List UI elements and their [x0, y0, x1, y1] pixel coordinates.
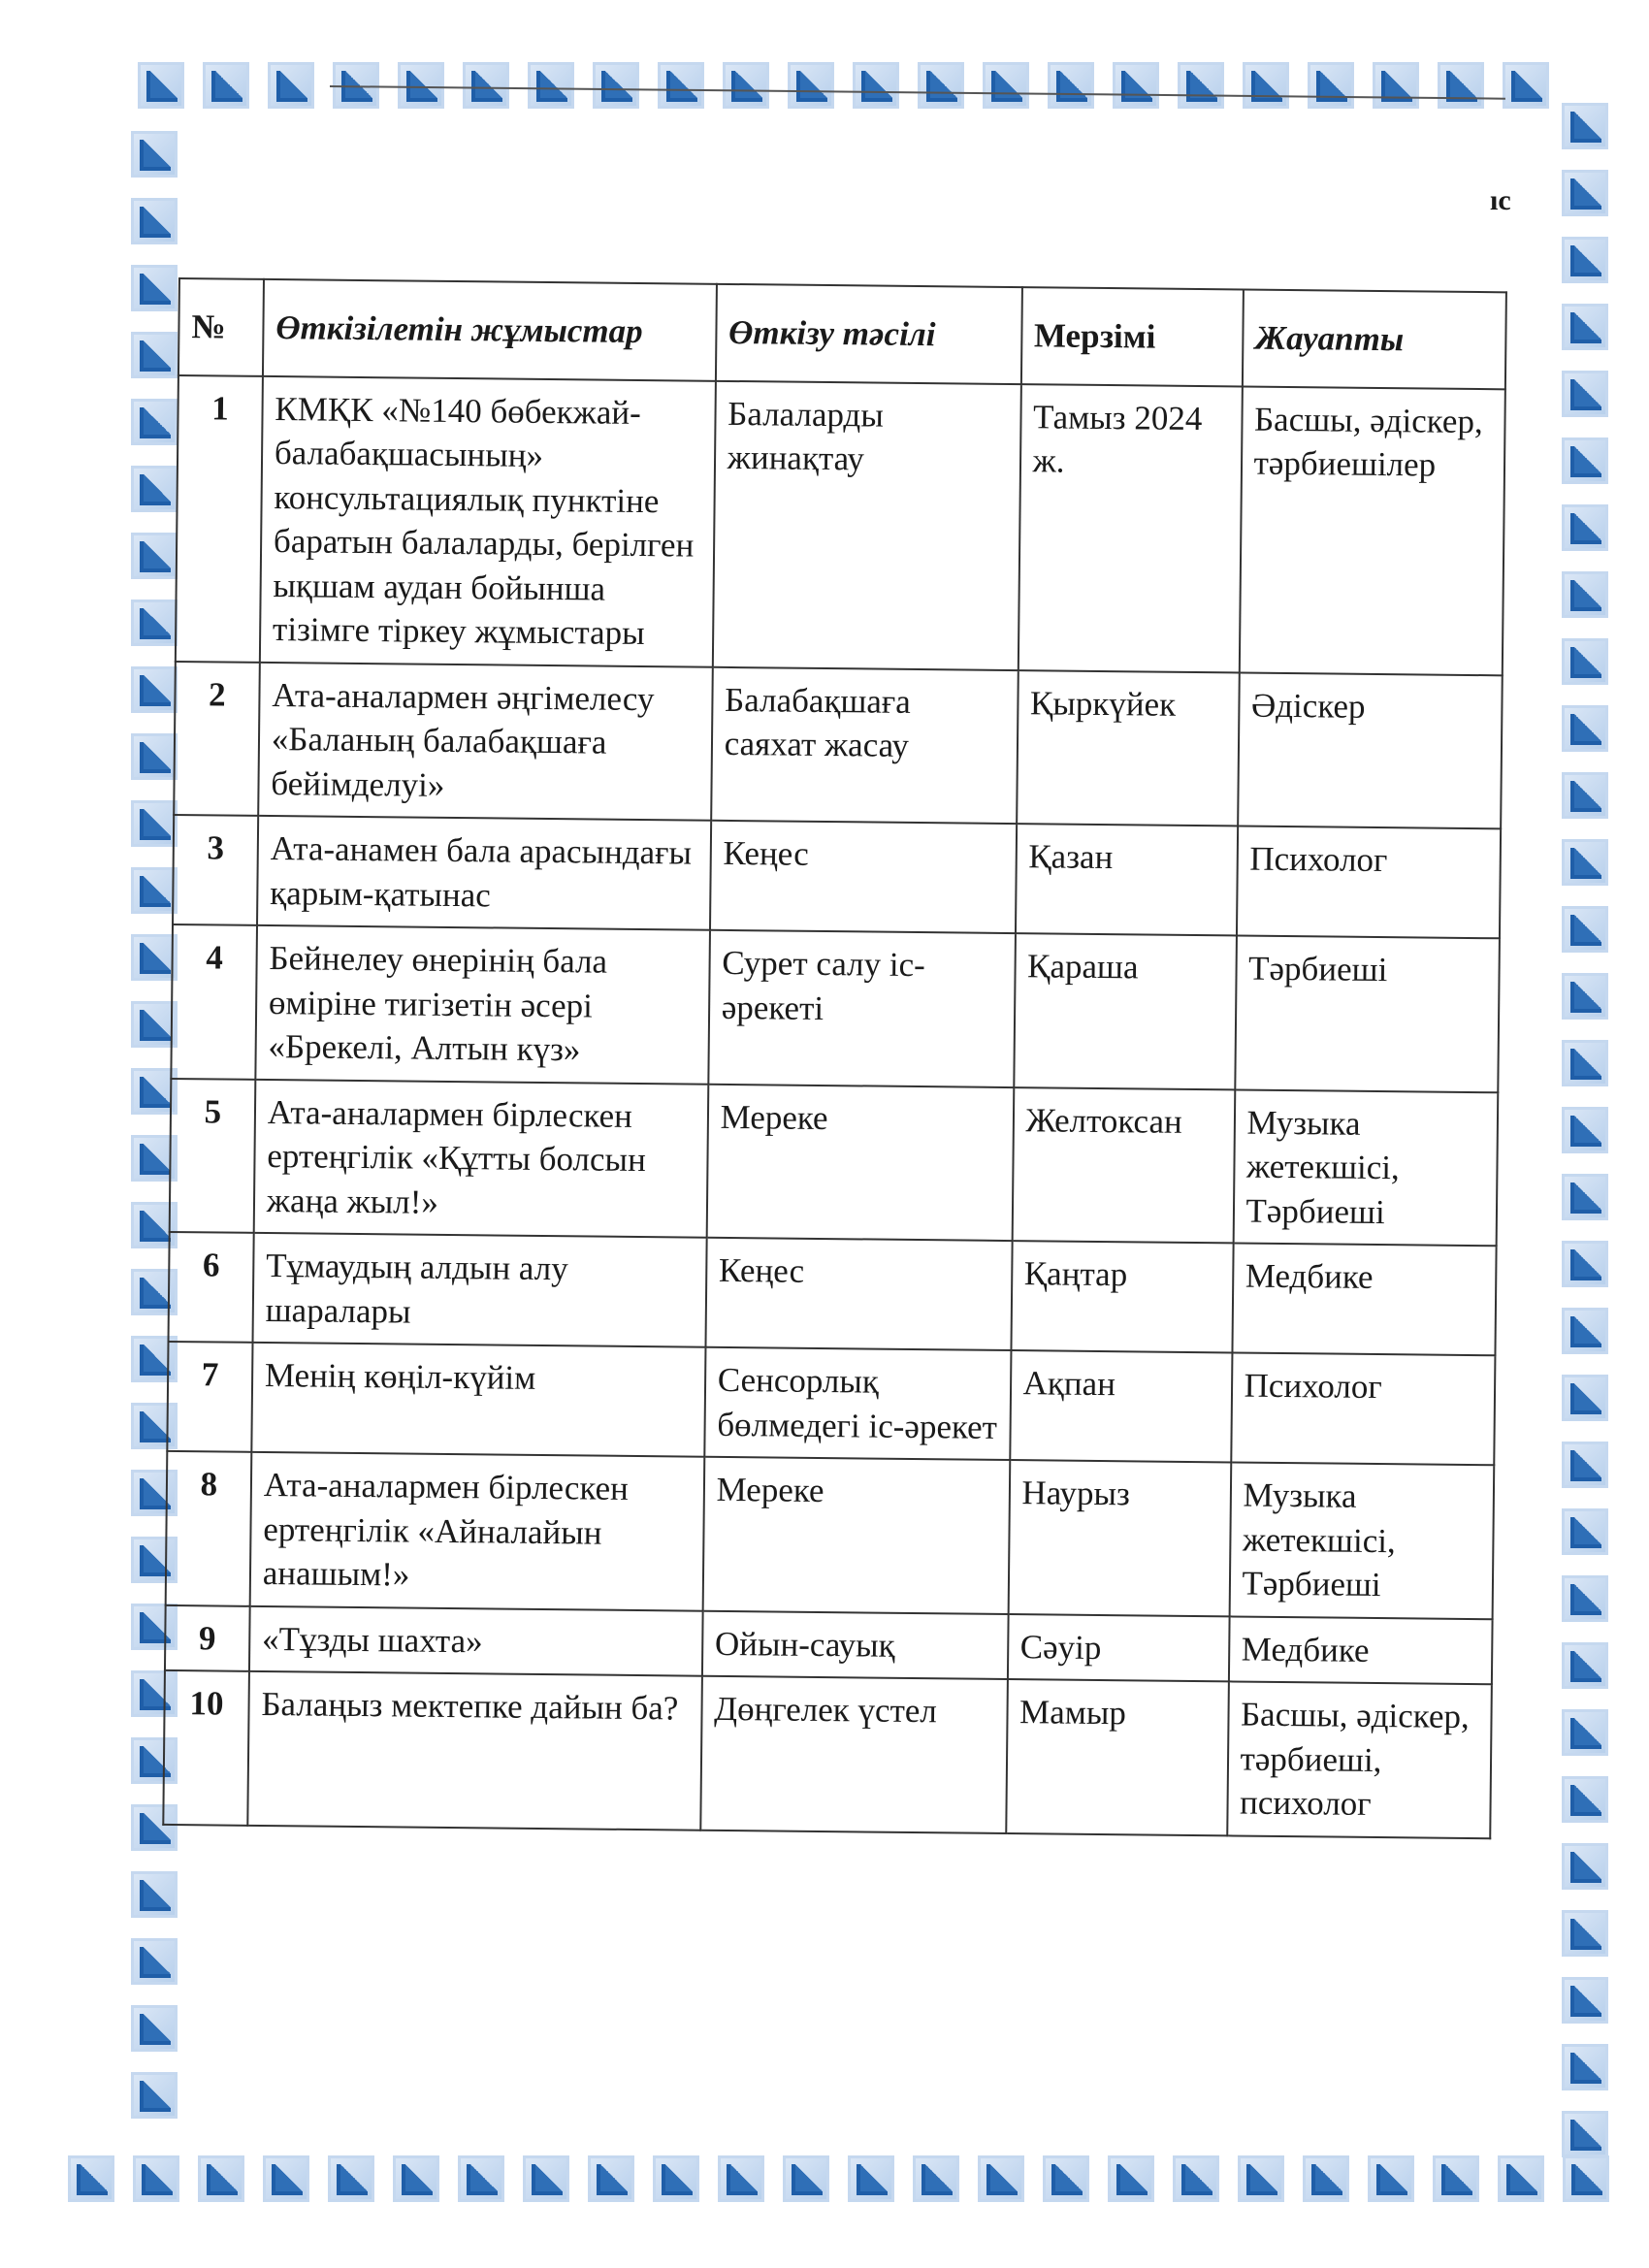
triangle-square-icon [1562, 2044, 1608, 2090]
cell-responsible: Музыка жетекшісі, Тәрбиеші [1229, 1462, 1494, 1618]
table-header-row [178, 278, 1506, 389]
triangle-square-icon [1303, 2155, 1349, 2202]
triangle-square-icon [1438, 62, 1484, 109]
triangle-square-icon [1562, 1910, 1608, 1957]
cell-number: 7 [167, 1342, 252, 1452]
cell-work: Балаңыз мектепке дайын ба? [247, 1671, 701, 1830]
triangle-square-icon [131, 131, 178, 178]
cell-method: Кеңес [705, 1238, 1012, 1350]
header-responsible: Жауапты [1242, 289, 1505, 388]
triangle-square-icon [1562, 571, 1608, 618]
triangle-square-icon [1562, 973, 1608, 1020]
cell-number: 5 [170, 1078, 255, 1232]
triangle-square-icon [1563, 2155, 1609, 2202]
triangle-square-icon [783, 2155, 829, 2202]
cell-responsible: Психолог [1236, 826, 1501, 938]
border-bottom [68, 2155, 1609, 2202]
triangle-square-icon [131, 332, 178, 378]
triangle-square-icon [1373, 62, 1419, 109]
border-right [1562, 103, 1608, 2157]
triangle-square-icon [131, 2005, 178, 2052]
triangle-square-icon [983, 62, 1029, 109]
triangle-square-icon [523, 2155, 569, 2202]
header-work: Өткізілетін жұмыстар [263, 279, 717, 380]
triangle-square-icon [1562, 170, 1608, 216]
triangle-square-icon [198, 2155, 244, 2202]
triangle-square-icon [1562, 504, 1608, 551]
cell-number: 4 [171, 924, 256, 1079]
cell-number: 1 [176, 375, 263, 663]
cell-date: Қаңтар [1011, 1241, 1233, 1352]
triangle-square-icon [1562, 304, 1608, 350]
triangle-square-icon [1562, 1241, 1608, 1287]
cell-work: Ата-анамен бала арасындағы қарым-қатынас [257, 816, 711, 930]
triangle-square-icon [978, 2155, 1024, 2202]
cell-work: Менің көңіл-күйім [251, 1343, 705, 1457]
triangle-square-icon [588, 2155, 634, 2202]
triangle-square-icon [131, 533, 178, 579]
cell-work: Ата-аналармен әңгімелесу «Баланың балабақшаға бейімделуі» [258, 662, 712, 820]
cell-date: Тамыз 2024 ж. [1018, 384, 1242, 672]
triangle-square-icon [1562, 1709, 1608, 1756]
triangle-square-icon [1368, 2155, 1414, 2202]
triangle-square-icon [1503, 62, 1549, 109]
triangle-square-icon [131, 733, 178, 780]
triangle-square-icon [1562, 1375, 1608, 1421]
cell-number: 10 [163, 1670, 248, 1825]
triangle-square-icon [393, 2155, 439, 2202]
triangle-square-icon [268, 62, 314, 109]
table-body [163, 375, 1505, 1838]
events-table [162, 277, 1507, 1839]
triangle-square-icon [1238, 2155, 1284, 2202]
triangle-square-icon [1562, 638, 1608, 685]
cell-date: Қазан [1015, 824, 1237, 935]
triangle-square-icon [528, 62, 574, 109]
triangle-square-icon [848, 2155, 894, 2202]
corner-text: ıс [1490, 184, 1511, 216]
cell-method: Балаларды жинақтау [713, 380, 1021, 669]
triangle-square-icon [1562, 906, 1608, 953]
table-row [174, 661, 1503, 828]
cell-date: Мамыр [1006, 1679, 1229, 1835]
triangle-square-icon [1562, 1107, 1608, 1153]
triangle-square-icon [1562, 437, 1608, 484]
triangle-square-icon [1562, 839, 1608, 886]
triangle-square-icon [131, 867, 178, 914]
triangle-square-icon [131, 599, 178, 646]
triangle-square-icon [131, 198, 178, 244]
cell-date: Желтоксан [1012, 1087, 1235, 1244]
cell-method: Балабақшаға саяхат жасау [711, 666, 1018, 824]
triangle-square-icon [1562, 1575, 1608, 1622]
cell-date: Қыркүйек [1017, 670, 1240, 826]
cell-work: Бейнелеу өнерінің бала өміріне тигізетін әсері «Брекелі, Алтын күз» [255, 925, 709, 1084]
table-row [166, 1451, 1495, 1619]
cell-responsible: Тәрбиеші [1235, 935, 1500, 1091]
table-row [170, 1078, 1499, 1246]
header-date: Мерзімі [1020, 287, 1243, 386]
cell-responsible: Басшы, әдіскер, тәрбиешілер [1239, 386, 1505, 675]
triangle-square-icon [1562, 1977, 1608, 2024]
cell-number: 6 [169, 1232, 254, 1343]
table-row [171, 924, 1500, 1092]
triangle-square-icon [203, 62, 249, 109]
cell-date: Сәуір [1007, 1614, 1229, 1682]
cell-date: Қараша [1014, 933, 1237, 1089]
cell-work: «Тұзды шахта» [249, 1605, 703, 1675]
cell-method: Сурет салу іс-әрекеті [708, 930, 1015, 1087]
cell-work: Ата-аналармен бірлескен ертеңгілік «Айналайын анашым!» [250, 1452, 704, 1610]
cell-responsible: Музыка жетекшісі, Тәрбиеші [1233, 1089, 1498, 1246]
triangle-square-icon [718, 2155, 764, 2202]
triangle-square-icon [1562, 2111, 1608, 2157]
triangle-square-icon [913, 2155, 959, 2202]
triangle-square-icon [1562, 237, 1608, 283]
table-row [169, 1232, 1497, 1355]
triangle-square-icon [68, 2155, 114, 2202]
triangle-square-icon [328, 2155, 374, 2202]
triangle-square-icon [1433, 2155, 1479, 2202]
table-row [176, 375, 1505, 675]
triangle-square-icon [853, 62, 899, 109]
cell-work: Ата-аналармен бірлескен ертеңгілік «Құтты болсын жаңа жыл!» [254, 1079, 708, 1237]
triangle-square-icon [1562, 1040, 1608, 1086]
table-row [167, 1342, 1495, 1465]
triangle-square-icon [1562, 1308, 1608, 1354]
triangle-square-icon [1243, 62, 1289, 109]
table-row [163, 1670, 1492, 1838]
triangle-square-icon [1562, 1508, 1608, 1555]
triangle-square-icon [1562, 1642, 1608, 1689]
triangle-square-icon [1562, 1174, 1608, 1220]
triangle-square-icon [1562, 371, 1608, 417]
cell-method: Ойын-сауық [702, 1610, 1009, 1679]
triangle-square-icon [131, 399, 178, 445]
header-method: Өткізу тәсілі [716, 284, 1022, 384]
triangle-square-icon [1498, 2155, 1544, 2202]
cell-method: Сенсорлық бөлмедегі іс-әрекет [704, 1347, 1011, 1460]
triangle-square-icon [131, 2072, 178, 2119]
triangle-square-icon [1043, 2155, 1089, 2202]
triangle-square-icon [131, 265, 178, 311]
cell-date: Ақпан [1010, 1350, 1232, 1462]
table-row [173, 815, 1501, 938]
triangle-square-icon [131, 800, 178, 847]
header-number: № [178, 278, 264, 375]
triangle-square-icon [918, 62, 964, 109]
triangle-square-icon [593, 62, 639, 109]
cell-work: Тұмаудың алдын алу шаралары [252, 1233, 706, 1347]
cell-method: Дөңгелек үстел [700, 1676, 1007, 1833]
cell-date: Наурыз [1008, 1460, 1231, 1616]
cell-responsible: Медбике [1228, 1616, 1492, 1684]
cell-responsible: Психолог [1231, 1352, 1496, 1465]
triangle-square-icon [1178, 62, 1224, 109]
cell-number: 2 [174, 661, 259, 815]
triangle-square-icon [1108, 2155, 1154, 2202]
triangle-square-icon [133, 2155, 179, 2202]
triangle-square-icon [138, 62, 184, 109]
cell-responsible: Медбике [1232, 1243, 1497, 1355]
cell-responsible: Әдіскер [1238, 672, 1503, 828]
triangle-square-icon [1308, 62, 1354, 109]
cell-number: 8 [166, 1451, 251, 1605]
triangle-square-icon [1562, 772, 1608, 819]
triangle-square-icon [131, 1871, 178, 1918]
triangle-square-icon [653, 2155, 699, 2202]
cell-method: Мереке [702, 1457, 1009, 1614]
triangle-square-icon [463, 62, 509, 109]
triangle-square-icon [1048, 62, 1094, 109]
triangle-square-icon [1562, 1776, 1608, 1823]
triangle-square-icon [723, 62, 769, 109]
triangle-square-icon [1562, 1843, 1608, 1890]
triangle-square-icon [1562, 705, 1608, 752]
triangle-square-icon [1562, 1442, 1608, 1488]
triangle-square-icon [1173, 2155, 1219, 2202]
triangle-square-icon [1113, 62, 1159, 109]
cell-number: 3 [173, 815, 258, 925]
triangle-square-icon [131, 666, 178, 713]
cell-responsible: Басшы, әдіскер, тәрбиеші, психолог [1227, 1681, 1492, 1837]
triangle-square-icon [263, 2155, 309, 2202]
cell-number: 9 [165, 1604, 250, 1670]
cell-method: Кеңес [710, 821, 1017, 933]
cell-work: КМҚК «№140 бөбекжай-балабақшасының» консультациялық пунктіне баратын балаларды, берілген ықшам аудан бойынша тізімге тіркеу жұмыстары [260, 375, 716, 666]
triangle-square-icon [788, 62, 834, 109]
triangle-square-icon [458, 2155, 504, 2202]
triangle-square-icon [131, 466, 178, 512]
triangle-square-icon [658, 62, 704, 109]
triangle-square-icon [131, 1938, 178, 1985]
cell-method: Мереке [706, 1084, 1013, 1241]
triangle-square-icon [1562, 103, 1608, 149]
